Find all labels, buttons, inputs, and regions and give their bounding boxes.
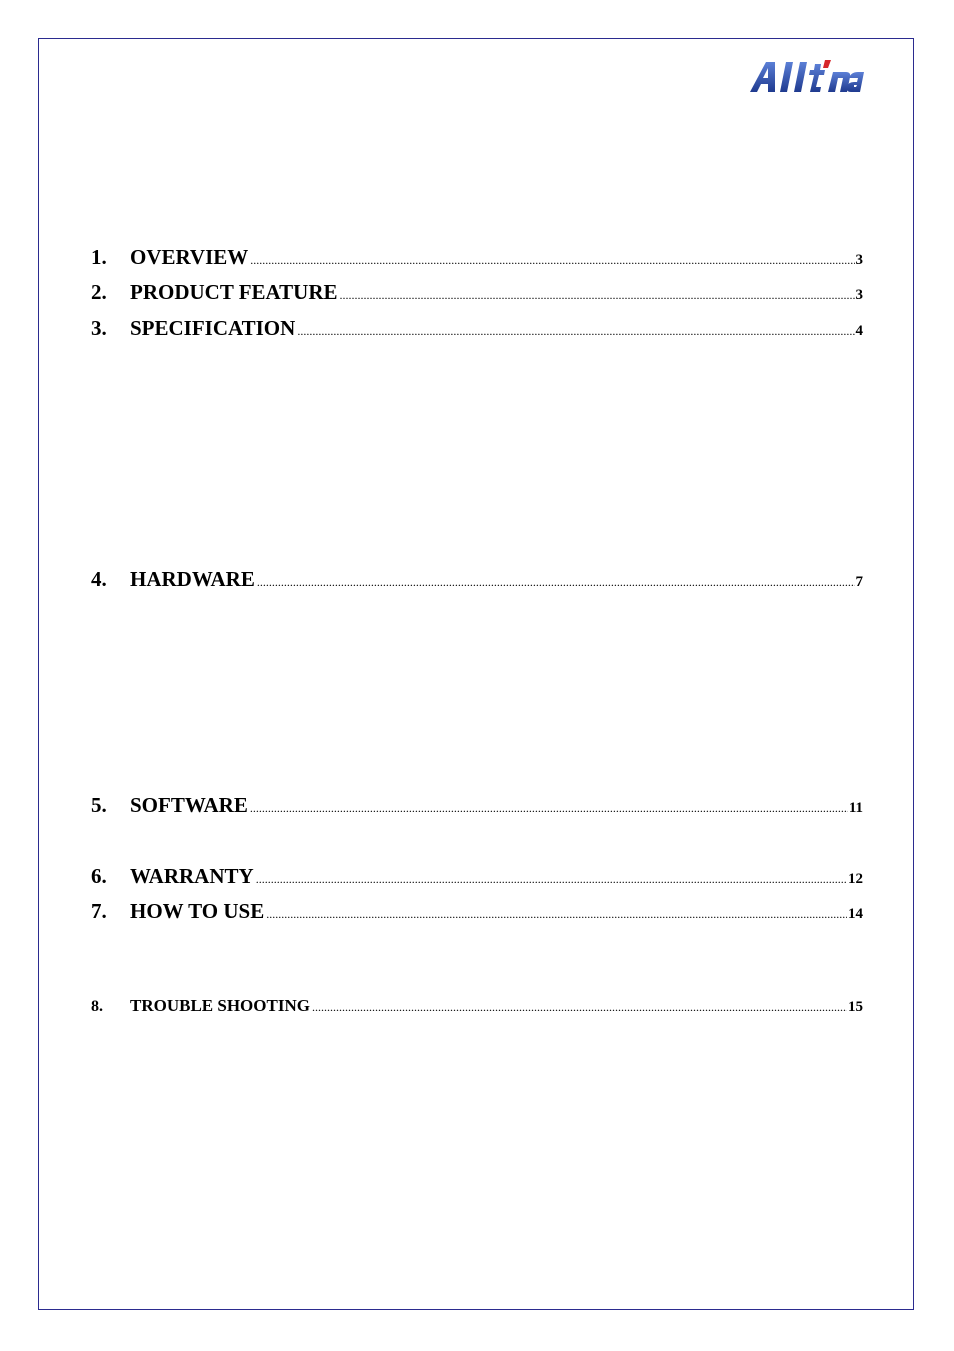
toc-entry-how-to-use[interactable] xyxy=(91,899,863,927)
toc-page-number: 11 xyxy=(848,800,863,816)
toc-number: 8. xyxy=(91,998,103,1015)
toc-entry-warranty[interactable] xyxy=(91,864,863,892)
toc-title: SOFTWARE xyxy=(130,793,248,817)
toc-entry-overview[interactable] xyxy=(91,245,863,273)
toc-page-number: 7 xyxy=(855,574,863,590)
toc-title: HOW TO USE xyxy=(130,899,265,923)
toc-title: TROUBLE SHOOTING xyxy=(130,996,310,1015)
toc-title: HARDWARE xyxy=(130,567,255,591)
toc-title: OVERVIEW xyxy=(130,245,249,269)
toc-page-number: 3 xyxy=(855,252,863,268)
toc-page-number: 15 xyxy=(848,999,863,1015)
toc-title: SPECIFICATION xyxy=(130,316,296,340)
toc-page-number: 3 xyxy=(855,287,863,303)
toc-number: 4. xyxy=(91,567,107,591)
toc-page-number: 4 xyxy=(855,323,863,339)
toc-page-number: 14 xyxy=(848,906,863,922)
toc-entry-trouble-shooting[interactable] xyxy=(91,996,863,1020)
toc-page-number: 12 xyxy=(848,871,863,887)
toc-number: 1. xyxy=(91,245,107,269)
toc-leader xyxy=(257,575,855,590)
toc-number: 6. xyxy=(91,864,107,888)
toc-leader xyxy=(312,1000,847,1015)
toc-leader xyxy=(266,907,847,922)
toc-number: 5. xyxy=(91,793,107,817)
logo-graphic xyxy=(748,56,866,96)
toc-number: 3. xyxy=(91,316,107,340)
toc-leader xyxy=(250,253,854,268)
toc-entry-product-feature[interactable] xyxy=(91,280,863,308)
toc-title: WARRANTY xyxy=(130,864,254,888)
toc-leader xyxy=(250,801,848,816)
toc-leader xyxy=(340,288,855,303)
toc-entry-specification[interactable] xyxy=(91,316,863,344)
toc-leader xyxy=(297,324,854,339)
page-frame xyxy=(38,38,914,1310)
toc-title: PRODUCT FEATURE xyxy=(130,280,338,304)
toc-leader xyxy=(256,872,847,887)
altina-logo xyxy=(748,56,866,96)
toc-entry-hardware[interactable] xyxy=(91,567,863,595)
toc-number: 2. xyxy=(91,280,107,304)
toc-number: 7. xyxy=(91,899,107,923)
toc-entry-software[interactable] xyxy=(91,793,863,821)
